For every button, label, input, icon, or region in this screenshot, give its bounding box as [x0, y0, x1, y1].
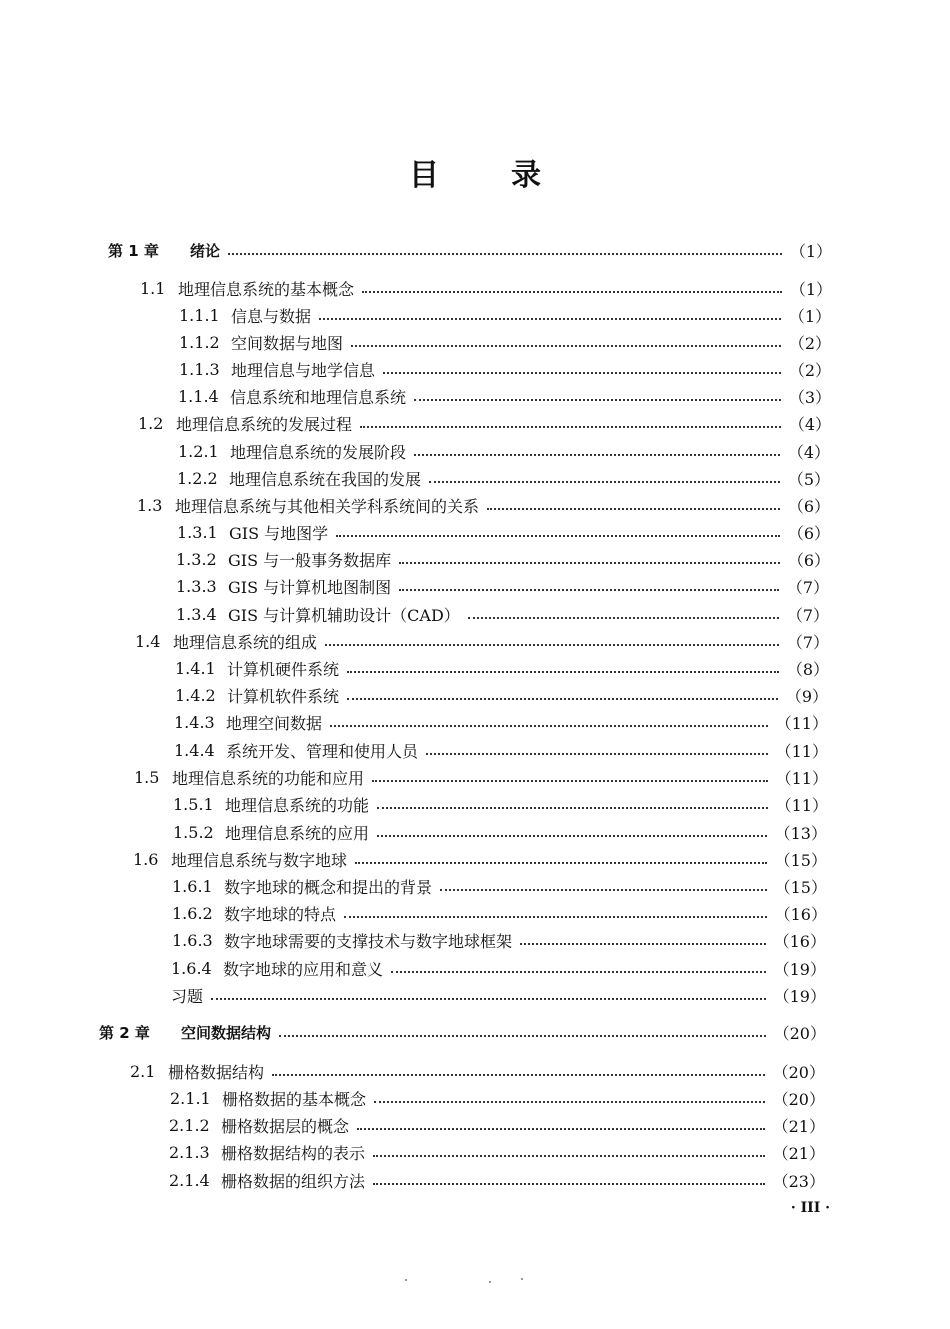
toc-entry-number: 1.5.1	[173, 794, 214, 814]
page-title	[0, 150, 950, 194]
toc-entry-page: （7）	[786, 605, 829, 625]
toc-entry-page: （21）	[772, 1143, 825, 1163]
toc-entry-title: 习题	[171, 986, 204, 1006]
toc-subsection-entry[interactable]	[176, 547, 830, 571]
toc-subsection-entry[interactable]	[171, 983, 826, 1007]
toc-subsection-entry[interactable]	[175, 656, 829, 680]
toc-entry-number: 1.1.4	[178, 386, 219, 406]
toc-entry-number: 1.1.2	[179, 332, 220, 352]
toc-subsection-entry[interactable]	[179, 303, 831, 327]
toc-entry-title: GIS 与地图学	[229, 523, 329, 543]
toc-entry-page: （4）	[787, 442, 830, 462]
toc-subsection-entry[interactable]	[171, 956, 826, 980]
toc-entry-number: 第 1 章	[108, 241, 159, 260]
toc-leader-dots	[347, 698, 778, 700]
toc-subsection-entry[interactable]	[176, 574, 829, 598]
toc-entry-title: 地理信息系统与其他相关学科系统间的关系	[175, 496, 480, 516]
toc-entry-number: 1.2.2	[177, 468, 218, 488]
scan-speck	[405, 1279, 407, 1281]
toc-entry-number: 2.1.3	[169, 1142, 210, 1162]
toc-section-entry[interactable]	[140, 276, 832, 300]
toc-entry-page: （16）	[773, 931, 826, 951]
toc-leader-dots	[377, 807, 768, 809]
toc-leader-dots	[360, 426, 781, 428]
toc-entry-title: 栅格数据的组织方法	[221, 1171, 366, 1191]
toc-entry-page: （1）	[788, 306, 831, 326]
toc-leader-dots	[414, 399, 781, 401]
toc-subsection-entry[interactable]	[175, 683, 828, 707]
toc-subsection-entry[interactable]	[178, 384, 831, 408]
toc-leader-dots	[372, 780, 768, 782]
toc-entry-number: 1.3	[137, 495, 163, 515]
toc-entry-number: 1.2	[138, 413, 164, 433]
toc-entry-number: 1.5	[134, 767, 160, 787]
toc-entry-page: （13）	[774, 823, 827, 843]
toc-entry-title: 地理信息系统的发展阶段	[230, 442, 407, 462]
toc-entry-number: 1.5.2	[173, 822, 214, 842]
toc-entry-title: 地理信息与地学信息	[231, 360, 376, 380]
toc-entry-page: （11）	[775, 768, 828, 788]
toc-entry-page: （8）	[786, 659, 829, 679]
toc-chapter-entry[interactable]	[108, 238, 832, 262]
toc-entry-title: 栅格数据结构	[168, 1062, 265, 1082]
toc-subsection-entry[interactable]	[178, 439, 830, 463]
toc-section-entry[interactable]	[137, 493, 830, 517]
toc-entry-page: （1）	[789, 241, 832, 261]
toc-entry-title: 数字地球需要的支撑技术与数字地球框架	[224, 931, 513, 951]
toc-entry-title: 地理信息系统在我国的发展	[229, 469, 422, 489]
toc-entry-page: （6）	[787, 496, 830, 516]
toc-section-entry[interactable]	[134, 765, 828, 789]
toc-entry-title: 计算机硬件系统	[227, 659, 340, 679]
toc-entry-title: 绪论	[190, 241, 221, 260]
toc-entry-number: 2.1.4	[169, 1170, 210, 1190]
toc-entry-number: 1.6.2	[172, 903, 213, 923]
toc-subsection-entry[interactable]	[177, 520, 830, 544]
toc-leader-dots	[399, 589, 779, 591]
toc-entry-title: 空间数据结构	[181, 1023, 272, 1042]
toc-entry-title: 地理信息系统的功能	[225, 795, 370, 815]
toc-entry-page: （11）	[775, 713, 828, 733]
toc-section-entry[interactable]	[135, 629, 829, 653]
toc-subsection-entry[interactable]	[179, 330, 831, 354]
toc-entry-title: 地理信息系统与数字地球	[171, 850, 348, 870]
toc-entry-title: GIS 与计算机辅助设计（CAD）	[228, 605, 460, 625]
toc-subsection-entry[interactable]	[169, 1168, 825, 1192]
toc-leader-dots	[355, 862, 767, 864]
toc-entry-title: 信息系统和地理信息系统	[230, 387, 407, 407]
toc-entry-number: 1.6.4	[171, 958, 212, 978]
toc-entry-number: 1.4.2	[175, 685, 216, 705]
toc-entry-title: 地理空间数据	[226, 713, 323, 733]
toc-leader-dots	[414, 454, 780, 456]
toc-entry-number: 1.3.2	[176, 549, 217, 569]
toc-entry-number: 1.4.1	[175, 658, 216, 678]
toc-chapter-entry[interactable]	[99, 1020, 826, 1044]
toc-entry-number: 1.1.3	[179, 359, 220, 379]
toc-leader-dots	[351, 345, 781, 347]
toc-entry-page: （20）	[772, 1089, 825, 1109]
toc-entry-title: GIS 与一般事务数据库	[228, 550, 392, 570]
toc-entry-number: 1.3.4	[176, 604, 217, 624]
toc-entry-page: （20）	[772, 1062, 825, 1082]
toc-entry-page: （2）	[788, 333, 831, 353]
toc-entry-page: （2）	[788, 360, 831, 380]
toc-leader-dots	[399, 562, 780, 564]
toc-leader-dots	[362, 291, 782, 293]
toc-entry-number: 1.6.1	[172, 876, 213, 896]
toc-entry-page: （20）	[773, 1023, 826, 1043]
toc-entry-number: 2.1	[130, 1061, 156, 1081]
toc-entry-number: 1.2.1	[178, 441, 219, 461]
toc-entry-page: （19）	[773, 959, 826, 979]
toc-entry-page: （16）	[774, 904, 827, 924]
toc-entry-page: （19）	[773, 986, 826, 1006]
toc-leader-dots	[336, 535, 780, 537]
toc-leader-dots	[429, 481, 780, 483]
toc-entry-page: （3）	[788, 387, 831, 407]
toc-subsection-entry[interactable]	[170, 1086, 825, 1110]
toc-leader-dots	[228, 253, 782, 255]
toc-subsection-entry[interactable]	[172, 928, 826, 952]
toc-leader-dots	[426, 753, 768, 755]
toc-subsection-entry[interactable]	[173, 820, 827, 844]
toc-entry-title: 地理信息系统的发展过程	[176, 414, 353, 434]
toc-entry-number: 1.3.1	[177, 522, 218, 542]
toc-entry-page: （15）	[774, 877, 827, 897]
toc-entry-page: （23）	[772, 1171, 825, 1191]
toc-entry-title: 栅格数据结构的表示	[221, 1143, 366, 1163]
toc-entry-title: 信息与数据	[231, 306, 312, 326]
toc-subsection-entry[interactable]	[177, 466, 830, 490]
scan-speck	[521, 1278, 523, 1280]
toc-entry-title: 数字地球的概念和提出的背景	[224, 877, 433, 897]
toc-entry-number: 1.6	[133, 849, 159, 869]
toc-leader-dots	[319, 318, 781, 320]
toc-entry-number: 1.1	[140, 278, 166, 298]
toc-entry-page: （7）	[786, 577, 829, 597]
toc-entry-page: （21）	[772, 1116, 825, 1136]
toc-entry-title: 系统开发、管理和使用人员	[226, 741, 419, 761]
toc-entry-title: 地理信息系统的应用	[225, 823, 370, 843]
toc-leader-dots	[520, 943, 766, 945]
toc-entry-number: 2.1.1	[170, 1088, 211, 1108]
toc-leader-dots	[377, 835, 767, 837]
toc-leader-dots	[487, 508, 780, 510]
toc-section-entry[interactable]	[138, 411, 831, 435]
toc-entry-title: 空间数据与地图	[231, 333, 344, 353]
toc-entry-page: （15）	[774, 850, 827, 870]
toc-subsection-entry[interactable]	[172, 874, 827, 898]
toc-subsection-entry[interactable]	[174, 710, 828, 734]
toc-leader-dots	[373, 1155, 765, 1157]
toc-entry-page: （1）	[789, 279, 832, 299]
page-title-char-2: 录	[511, 158, 541, 193]
toc-leader-dots	[330, 725, 768, 727]
toc-entry-number: 1.6.3	[172, 930, 213, 950]
toc-entry-title: 地理信息系统的组成	[173, 632, 318, 652]
toc-entry-title: GIS 与计算机地图制图	[228, 577, 392, 597]
toc-subsection-entry[interactable]	[169, 1113, 825, 1137]
toc-leader-dots	[347, 671, 779, 673]
toc-entry-page: （11）	[775, 795, 828, 815]
toc-entry-title: 地理信息系统的功能和应用	[172, 768, 365, 788]
toc-section-entry[interactable]	[130, 1059, 825, 1083]
toc-entry-number: 1.1.1	[179, 305, 220, 325]
toc-entry-page: （4）	[788, 414, 831, 434]
toc-entry-number: 1.4.4	[174, 740, 215, 760]
toc-subsection-entry[interactable]	[173, 792, 828, 816]
toc-entry-title: 计算机软件系统	[227, 686, 340, 706]
toc-entry-title: 栅格数据层的概念	[221, 1116, 350, 1136]
toc-entry-number: 1.3.3	[176, 576, 217, 596]
toc-subsection-entry[interactable]	[172, 901, 827, 925]
toc-entry-page: （6）	[787, 523, 830, 543]
toc-entry-number: 第 2 章	[99, 1023, 150, 1042]
page-title-char-1: 目	[409, 158, 439, 193]
toc-entry-title: 数字地球的特点	[224, 904, 337, 924]
scan-speck	[489, 1281, 491, 1283]
toc-entry-title: 地理信息系统的基本概念	[178, 279, 355, 299]
toc-leader-dots	[279, 1035, 766, 1037]
toc-subsection-entry[interactable]	[179, 357, 831, 381]
page-folio: · III ·	[790, 1200, 830, 1216]
toc-entry-page: （5）	[787, 469, 830, 489]
toc-entry-title: 数字地球的应用和意义	[223, 959, 384, 979]
toc-entry-page: （11）	[775, 741, 828, 761]
toc-leader-dots	[211, 998, 766, 1000]
toc-entry-title: 栅格数据的基本概念	[222, 1089, 367, 1109]
toc-leader-dots	[383, 372, 781, 374]
toc-leader-dots	[344, 916, 767, 918]
toc-leader-dots	[468, 617, 779, 619]
toc-leader-dots	[440, 889, 767, 891]
toc-leader-dots	[391, 971, 766, 973]
toc-entry-number: 1.4	[135, 631, 161, 651]
toc-section-entry[interactable]	[133, 847, 827, 871]
toc-entry-page: （7）	[786, 632, 829, 652]
toc-subsection-entry[interactable]	[169, 1140, 825, 1164]
toc-entry-number: 2.1.2	[169, 1115, 210, 1135]
toc-entry-page: （6）	[787, 550, 830, 570]
toc-entry-page: （9）	[785, 686, 828, 706]
toc-leader-dots	[374, 1101, 765, 1103]
toc-entry-number: 1.4.3	[174, 712, 215, 732]
toc-leader-dots	[373, 1183, 765, 1185]
toc-leader-dots	[357, 1128, 765, 1130]
toc-subsection-entry[interactable]	[174, 738, 828, 762]
toc-leader-dots	[325, 644, 779, 646]
toc-subsection-entry[interactable]	[176, 602, 829, 626]
toc-leader-dots	[272, 1074, 765, 1076]
